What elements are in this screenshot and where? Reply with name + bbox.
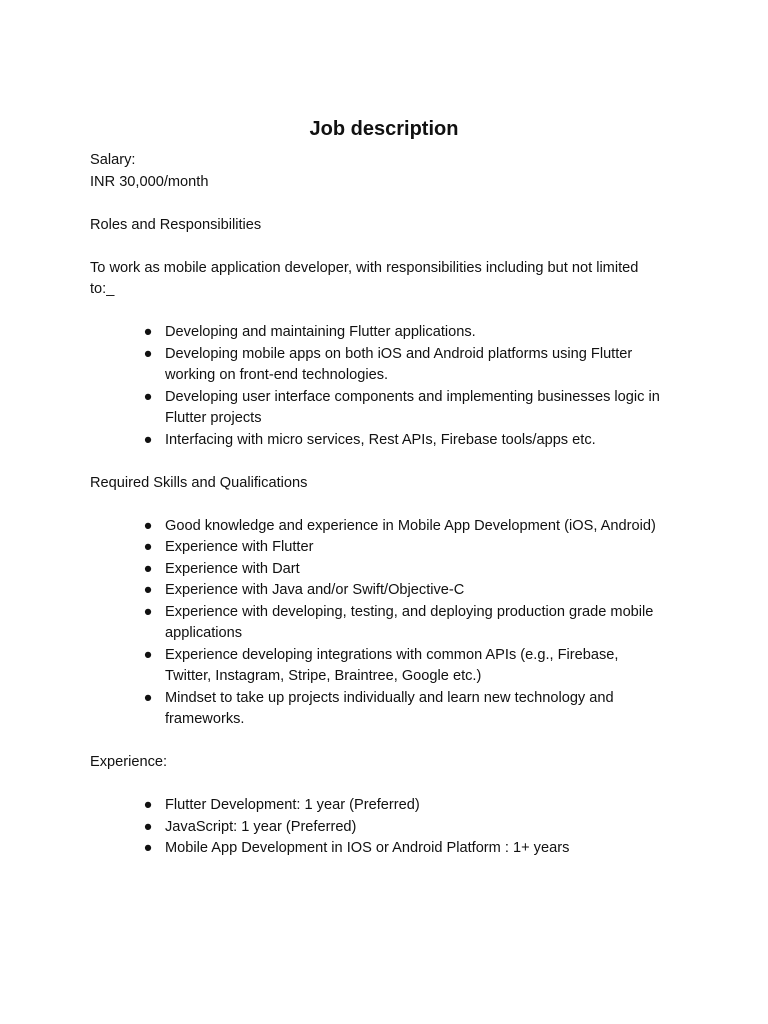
document-body bbox=[90, 150, 660, 860]
skills-heading: Required Skills and Qualifications bbox=[90, 474, 308, 491]
bullet-icon: ● bbox=[143, 324, 153, 340]
list-item-text: Mindset to take up projects individually and learn new technology and frameworks. bbox=[165, 689, 614, 727]
list-item bbox=[90, 387, 660, 430]
list-item-text: Flutter Development: 1 year (Preferred) bbox=[165, 797, 420, 813]
list-item bbox=[90, 838, 660, 860]
list-item bbox=[90, 430, 660, 452]
document-title: Job description bbox=[309, 118, 459, 140]
skills-list bbox=[90, 516, 660, 731]
bullet-icon: ● bbox=[143, 388, 153, 405]
experience-heading: Experience: bbox=[90, 754, 168, 770]
list-item-text: Experience with Dart bbox=[165, 560, 300, 577]
salary-label: Salary: bbox=[90, 152, 136, 168]
list-item-text: JavaScript: 1 year (Preferred) bbox=[165, 818, 357, 835]
spacer bbox=[90, 731, 660, 753]
list-item-text: Developing and maintaining Flutter applications. bbox=[165, 324, 476, 340]
list-item bbox=[90, 817, 660, 839]
bullet-icon: ● bbox=[143, 582, 153, 598]
list-item-text: Experience with developing, testing, and deploying production grade mobile applications bbox=[165, 603, 654, 641]
intro-paragraph: To work as mobile application developer, with responsibilities including but not limited to:_ bbox=[90, 259, 639, 297]
spacer bbox=[90, 193, 660, 215]
list-item bbox=[90, 516, 660, 538]
list-item bbox=[90, 344, 660, 387]
bullet-icon: ● bbox=[143, 517, 153, 534]
list-item bbox=[90, 322, 660, 344]
list-item bbox=[90, 602, 660, 645]
list-item bbox=[90, 559, 660, 581]
list-item-text: Mobile App Development in IOS or Android Platform : 1+ years bbox=[165, 840, 570, 856]
bullet-icon: ● bbox=[143, 560, 153, 577]
list-item bbox=[90, 645, 660, 688]
list-item-text: Interfacing with micro services, Rest APIs, Firebase tools/apps etc. bbox=[165, 431, 596, 448]
roles-heading: Roles and Responsibilities bbox=[90, 216, 262, 233]
list-item-text: Good knowledge and experience in Mobile App Development (iOS, Android) bbox=[165, 517, 656, 534]
spacer bbox=[90, 494, 660, 516]
responsibilities-list bbox=[90, 322, 660, 451]
bullet-icon: ● bbox=[143, 603, 153, 620]
bullet-icon: ● bbox=[143, 797, 153, 813]
list-item bbox=[90, 537, 660, 559]
spacer bbox=[90, 236, 660, 258]
list-item-text: Experience developing integrations with common APIs (e.g., Firebase, Twitter, Instagram, Stripe, Braintree, Google etc.) bbox=[165, 646, 619, 684]
spacer bbox=[90, 451, 660, 473]
bullet-icon: ● bbox=[143, 840, 153, 856]
bullet-icon: ● bbox=[143, 689, 153, 706]
bullet-icon: ● bbox=[143, 431, 153, 448]
list-item-text: Developing mobile apps on both iOS and Android platforms using Flutter working on front-end technologies. bbox=[165, 345, 633, 383]
spacer bbox=[90, 774, 660, 796]
list-item-text: Developing user interface components and implementing businesses logic in Flutter projects bbox=[165, 388, 660, 426]
experience-list bbox=[90, 795, 660, 860]
list-item bbox=[90, 795, 660, 817]
list-item bbox=[90, 580, 660, 602]
list-item-text: Experience with Java and/or Swift/Objective-C bbox=[165, 582, 465, 598]
bullet-icon: ● bbox=[143, 646, 153, 663]
salary-value: INR 30,000/month bbox=[90, 173, 209, 190]
bullet-icon: ● bbox=[143, 345, 153, 362]
spacer bbox=[90, 301, 660, 323]
list-item bbox=[90, 688, 660, 731]
bullet-icon: ● bbox=[143, 818, 153, 835]
list-item-text: Experience with Flutter bbox=[165, 539, 314, 555]
bullet-icon: ● bbox=[143, 539, 153, 555]
